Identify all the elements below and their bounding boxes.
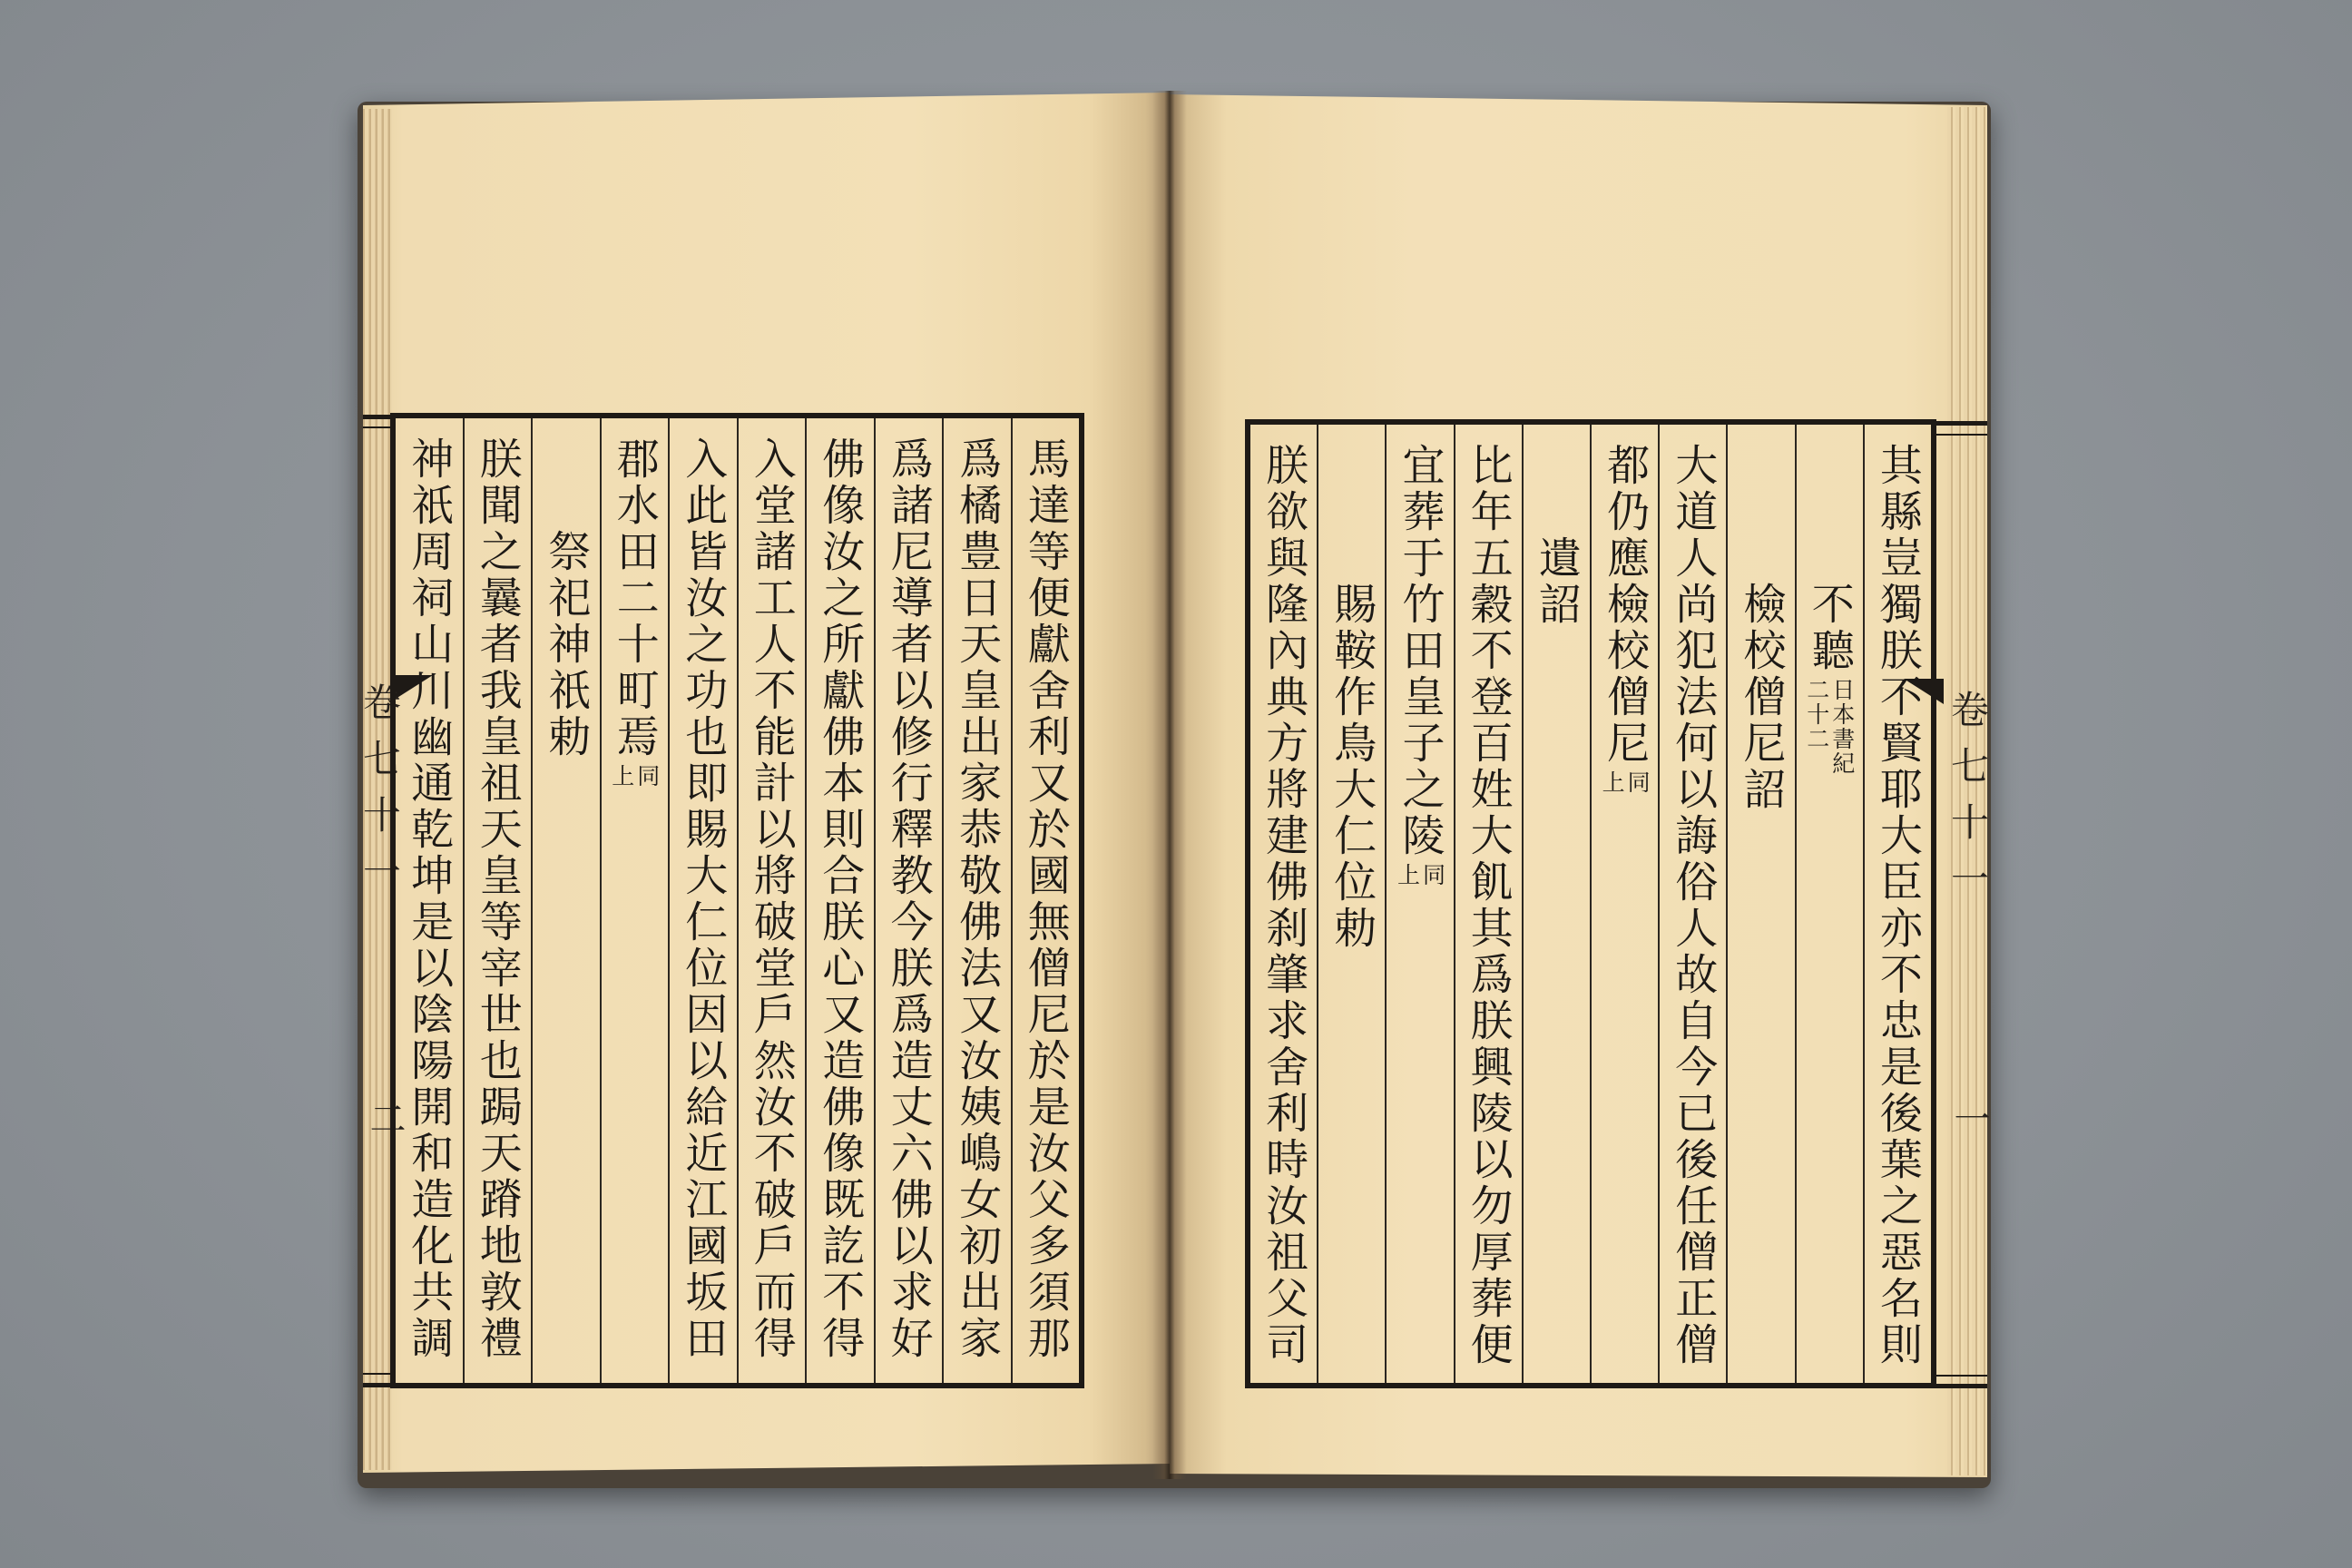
text-column [600, 418, 669, 1383]
column-text: 其縣豈獨朕不賢耶大臣亦不忠是後葉之惡名則 [1872, 443, 1923, 1368]
text-column [396, 418, 463, 1383]
margin-rule [1935, 421, 1987, 426]
text-column [1385, 425, 1453, 1383]
book-gutter [1152, 91, 1187, 1479]
column-text: 不聽 [1804, 582, 1855, 674]
fold-page-number-left: 二 [364, 1100, 406, 1136]
section-title: 檢校僧尼詔 [1736, 582, 1787, 813]
column-text: 爲諸尼導者以修行釋教今朕爲造丈六佛以求好 [883, 436, 934, 1362]
column-text: 入堂諸工人不能計以將破堂戶然汝不破戶而得 [746, 436, 797, 1362]
text-column [1658, 425, 1726, 1383]
column-text: 爲橘豊日天皇出家恭敬佛法又汝姨嶋女初出家 [952, 436, 1003, 1362]
text-column [1317, 425, 1385, 1383]
text-frame-right [1245, 419, 1936, 1388]
text-column [1011, 418, 1080, 1383]
column-text: 入此皆汝之功也即賜大仁位因以給近江國坂田 [678, 436, 729, 1362]
text-column [463, 418, 532, 1383]
column-text: 馬達等便獻舍利又於國無僧尼於是汝父多須那 [1020, 436, 1071, 1362]
column-text: 郡水田二十町焉 [609, 436, 660, 760]
margin-rule [1935, 1384, 1987, 1388]
column-text: 朕聞之曩者我皇祖天皇等宰世也跼天蹐地敦禮 [472, 436, 523, 1362]
column-text: 佛像汝之所獻佛本則合朕心又造佛像既訖不得 [815, 436, 866, 1362]
text-column [531, 418, 600, 1383]
margin-rule [1935, 1375, 1987, 1377]
column-text: 大道人尚犯法何以誨俗人故自今已後任僧正僧 [1668, 443, 1719, 1368]
text-column [1795, 425, 1863, 1383]
margin-rule [363, 415, 392, 419]
interlinear-annotation [608, 764, 661, 789]
annotation-left-line: 上 [1394, 863, 1421, 887]
interlinear-annotation [1396, 863, 1444, 887]
section-title: 賜鞍作鳥大仁位勅 [1327, 582, 1377, 952]
text-frame-left [390, 413, 1084, 1388]
column-text: 都仍應檢校僧尼 [1600, 443, 1651, 767]
text-column [1454, 425, 1522, 1383]
fold-label-left: 卷七十一 [358, 682, 402, 907]
text-column [942, 418, 1011, 1383]
text-column [1590, 425, 1658, 1383]
text-column [737, 418, 806, 1383]
text-column [1522, 425, 1590, 1383]
annotation-left-line: 上 [608, 764, 635, 789]
interlinear-annotation [1601, 770, 1649, 795]
column-text: 朕欲與隆內典方將建佛刹肇求舍利時汝祖父司 [1259, 443, 1309, 1368]
annotation-right-line: 同 [633, 764, 661, 789]
fold-label-right: 卷七十一 [1945, 690, 1990, 915]
column-text: 神祇周祠山川幽通乾坤是以陰陽開和造化共調 [404, 436, 455, 1362]
annotation-right-line: 日本書紀 [1828, 678, 1856, 776]
margin-rule [1935, 434, 1987, 436]
section-title: 祭祀神祇勅 [541, 529, 592, 760]
text-column [1863, 425, 1931, 1383]
section-title: 遺詔 [1531, 535, 1582, 628]
margin-rule [363, 426, 392, 428]
margin-rule [363, 1373, 392, 1375]
interlinear-annotation [1803, 678, 1856, 776]
column-text: 宜葬于竹田皇子之陵 [1395, 443, 1446, 859]
text-column [1726, 425, 1794, 1383]
column-text: 比年五穀不登百姓大飢其爲朕興陵以勿厚葬便 [1463, 443, 1514, 1368]
text-column [1250, 425, 1317, 1383]
annotation-right-line: 同 [1624, 770, 1651, 795]
margin-rule [363, 1383, 392, 1387]
text-column [874, 418, 943, 1383]
annotation-left-line: 二十二 [1803, 678, 1830, 751]
text-column [805, 418, 874, 1383]
annotation-right-line: 同 [1419, 863, 1446, 887]
annotation-left-line: 上 [1599, 770, 1626, 795]
text-column [668, 418, 737, 1383]
fold-page-number-right: 一 [1948, 1100, 1990, 1136]
